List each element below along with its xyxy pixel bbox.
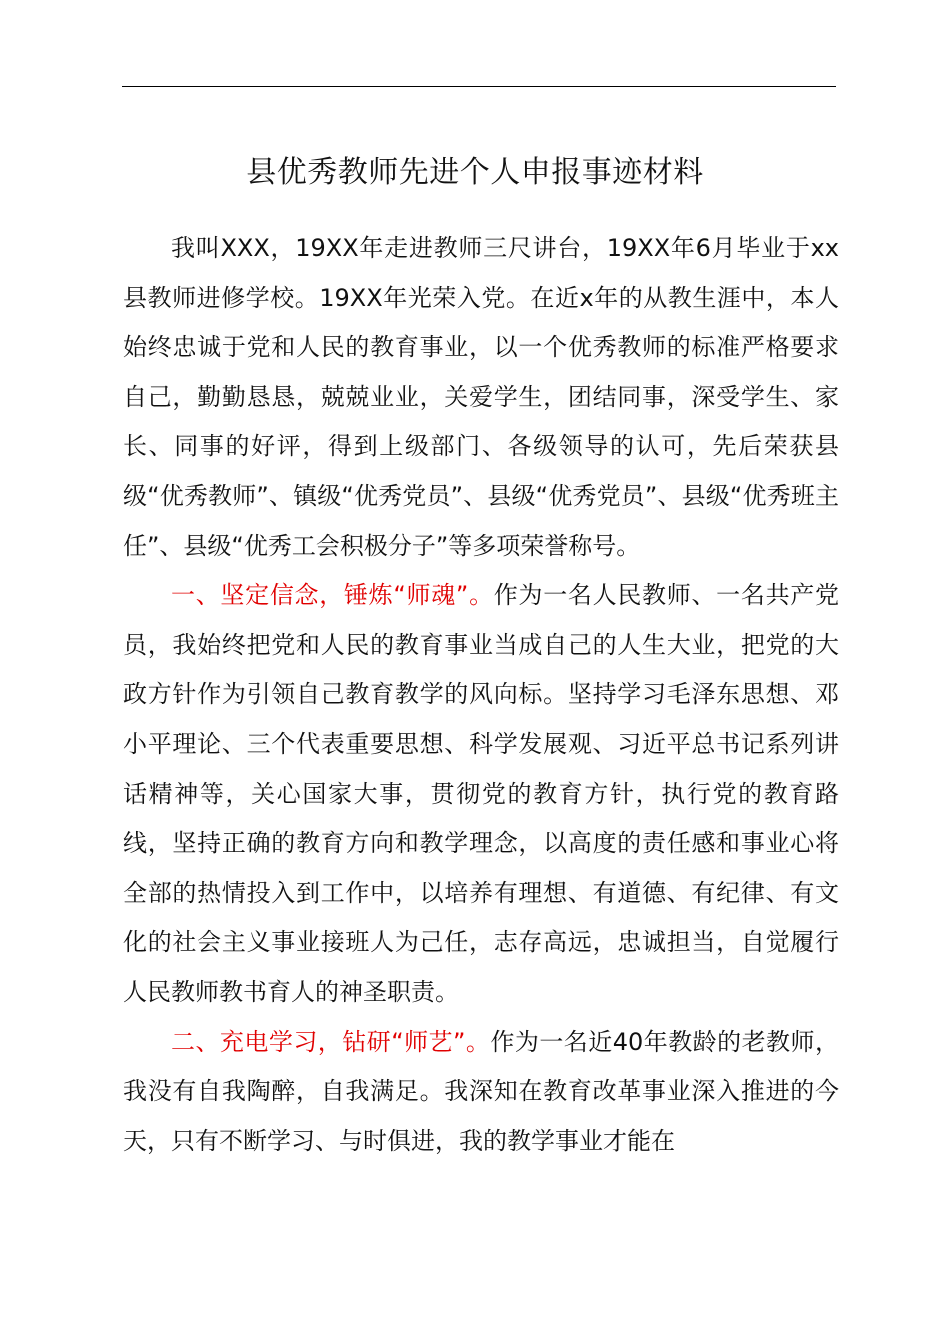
paragraph-section-2	[123, 1018, 839, 1167]
paragraph-text: 我叫XXX，19XX年走进教师三尺讲台，19XX年6月毕业于xx县教师进修学校。19XX年光荣入党。在近x年的从教生涯中，本人始终忠诚于党和人民的教育事业，以一个优秀教师的标准严格要求自己，勤勤恳恳，兢兢业业，关爱学生，团结同事，深受学生、家长、同事的好评，得到上级部门、各级领导的认可，先后荣获县级“优秀教师”、镇级“优秀党员”、县级“优秀党员”、县级“优秀班主任”、县级“优秀工会积极分子”等多项荣誉称号。	[123, 234, 839, 560]
paragraph-text: 作为一名近40年教龄的老教师，我没有自我陶醉，自我满足。我深知在教育改革事业深入推进的今天，只有不断学习、与时俱进，我的教学事业才能在	[123, 1027, 839, 1155]
document-title: 县优秀教师先进个人申报事迹材料	[246, 155, 704, 190]
section-heading: 一、坚定信念，锤炼“师魂”。	[171, 581, 494, 610]
section-heading: 二、充电学习，钻研“师艺”。	[171, 1027, 491, 1056]
paragraph-section-1	[123, 571, 839, 1017]
paragraph-text: 作为一名人民教师、一名共产党员，我始终把党和人民的教育事业当成自己的人生大业，把党的大政方针作为引领自己教育教学的风向标。坚持学习毛泽东思想、邓小平理论、三个代表重要思想、科学发展观、习近平总书记系列讲话精神等，关心国家大事，贯彻党的教育方针，执行党的教育路线，坚持正确的教育方向和教学理念，以高度的责任感和事业心将全部的热情投入到工作中，以培养有理想、有道德、有纪律、有文化的社会主义事业接班人为己任，志存高远，忠诚担当，自觉履行人民教师教书育人的神圣职责。	[123, 581, 840, 1006]
header-rule	[122, 86, 836, 87]
paragraph-intro	[123, 224, 839, 571]
document-body	[123, 224, 839, 1166]
